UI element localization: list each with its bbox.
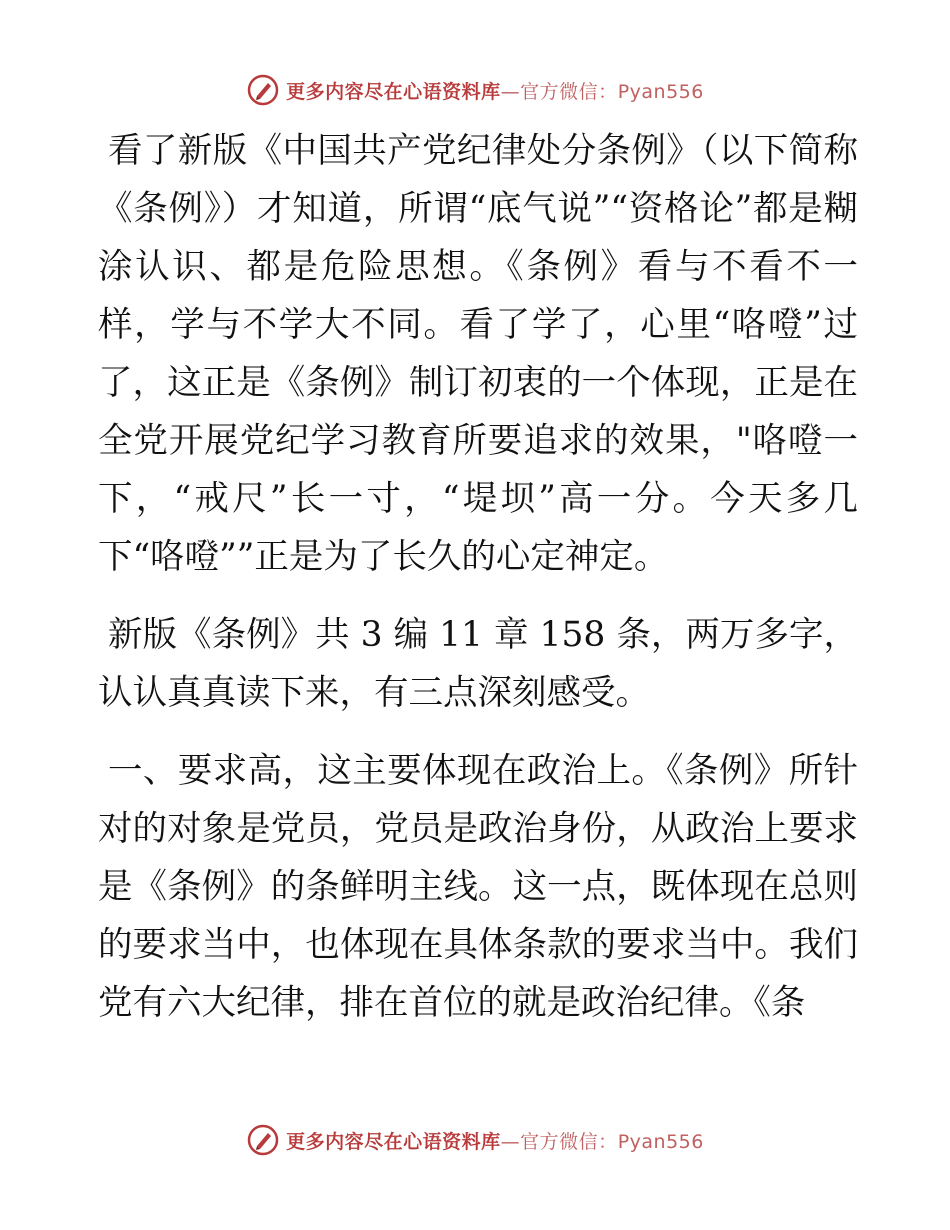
paragraph-3: 一、要求高，这主要体现在政治上。《条例》所针对的对象是党员，党员是政治身份，从政治上要求是《条例》的条鲜明主线。这一点，既体现在总则的要求当中，也体现在具体条款的要求当中。我们党有六大纪律，排在首位的就是政治纪律。《条 — [98, 751, 858, 1023]
header-watermark-banner — [0, 70, 950, 110]
watermark-lead: 更多内容尽在心语资料库 — [286, 80, 501, 103]
document-body — [98, 122, 858, 1032]
watermark-dash: — — [500, 1130, 521, 1153]
paragraph-2: 新版《条例》共 3 编 11 章 158 条，两万多字，认认真真读下来，有三点深刻感受。 — [98, 615, 858, 713]
footer-watermark-banner — [0, 1120, 950, 1160]
paragraph-1: 看了新版《中国共产党纪律处分条例》（以下简称《条例》）才知道，所谓“底气说”“资格论”都是糊涂认识、都是危险思想。《条例》看与不看不一样，学与不学大不同。看了学了，心里“咯噔”过了，这正是《条例》制订初衷的一个体现，正是在全党开展党纪学习教育所要追求的效果，"咯噔一下，“戒尺”长一寸，“堤坝”高一分。今天多几下“咯噔””正是为了长久的心定神定。 — [98, 131, 858, 577]
watermark-wechat-id: Pyan556 — [617, 1130, 704, 1153]
pen-logo-icon — [246, 73, 280, 107]
watermark-official: 官方微信： — [520, 1130, 618, 1153]
watermark-official: 官方微信： — [520, 80, 618, 103]
watermark-wechat-id: Pyan556 — [617, 80, 704, 103]
watermark-text — [286, 1127, 704, 1154]
pen-logo-icon — [246, 1123, 280, 1157]
watermark-lead: 更多内容尽在心语资料库 — [286, 1130, 501, 1153]
watermark-dash: — — [500, 80, 521, 103]
watermark-text — [286, 77, 704, 104]
